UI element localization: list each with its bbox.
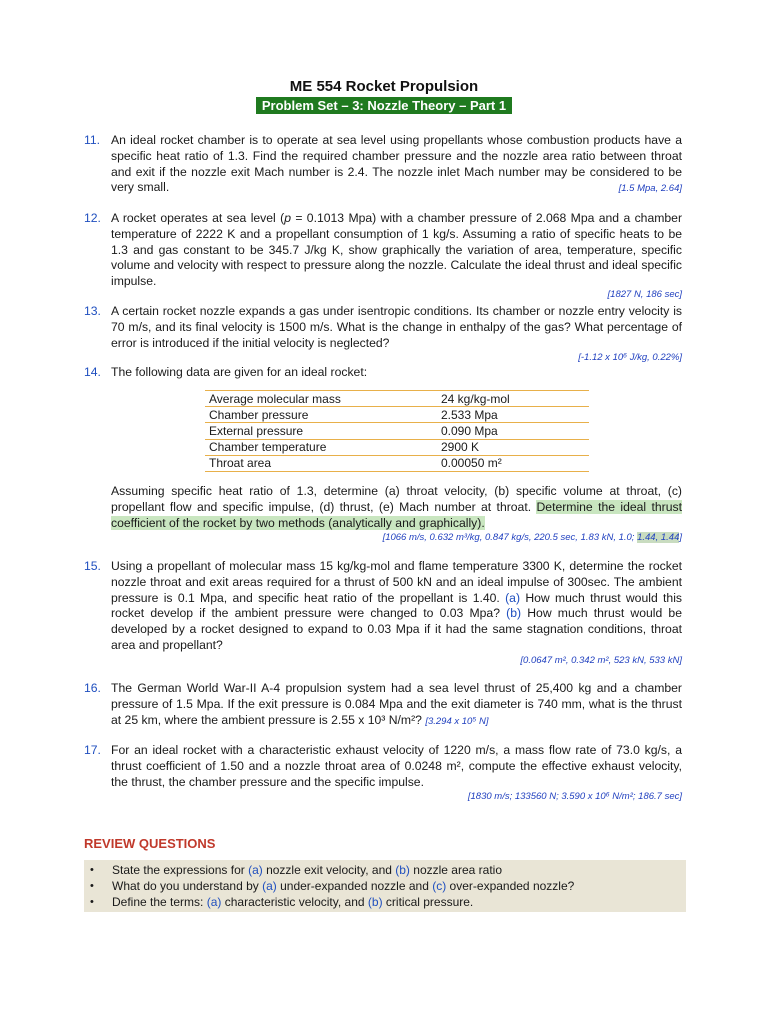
problem-number: 11. [84, 133, 101, 147]
page-title: ME 554 Rocket Propulsion [289, 78, 479, 95]
problem-14 [84, 365, 682, 381]
problem-11 [84, 133, 682, 195]
problem-number: 15. [84, 559, 101, 573]
problem-15 [84, 559, 682, 667]
list-item: • What do you understand by (a) under-expanded nozzle and (c) over-expanded nozzle? [90, 879, 575, 893]
problem-14-question [84, 484, 682, 544]
problem-13 [84, 304, 682, 364]
table-row: Chamber pressure 2.533 Mpa [205, 407, 589, 423]
problem-answer: [1.5 Mpa, 2.64] [618, 183, 682, 195]
problem-answer: [1066 m/s, 0.632 m³/kg, 0.847 kg/s, 220.5 sec, 1.83 kN, 1.0; 1.44, 1.44] [382, 532, 682, 544]
review-questions-box [84, 860, 686, 912]
problem-text: For an ideal rocket with a characteristic exhaust velocity of 1220 m/s, a mass flow rate of 73.0 kg/s, a thrust coefficient of 1.50 and a nozzle throat area of 0.0248 m², compute the effective exhaust velocity, the thrust, the chamber pressure and the specific impulse. [111, 743, 682, 789]
problem-17 [84, 743, 682, 803]
table-row: Chamber temperature 2900 K [205, 439, 589, 455]
problem-number: 12. [84, 211, 101, 225]
page-subtitle: Problem Set – 3: Nozzle Theory – Part 1 [256, 97, 512, 114]
table-row: External pressure 0.090 Mpa [205, 423, 589, 439]
list-item: • Define the terms: (a) characteristic velocity, and (b) critical pressure. [90, 895, 474, 909]
bullet-icon: • [90, 864, 94, 876]
table-row: Throat area 0.00050 m² [205, 455, 589, 471]
problem-16 [84, 681, 682, 729]
problem-text: Using a propellant of molecular mass 15 kg/kg-mol and flame temperature 3300 K, determine the rocket nozzle throat and exit areas required for a thrust of 500 kN and an ideal impulse of 300sec. The ambient pressure is 0.1 Mpa, and specific heat ratio of the propellant is 1.40. (a) How much thrust would this rocket develop if the ambient pressure were changed to 0.03 Mpa? (b) How much thrust would be developed by a rocket designed to expand to 0.03 Mpa if it had the same stagnation conditions, throat area and propellant? [111, 559, 682, 652]
problem-text: A certain rocket nozzle expands a gas under isentropic conditions. Its chamber or nozzle entry velocity is 70 m/s, and its final velocity is 1500 m/s. What is the change in enthalpy of the gas? What percentage of error is introduced if the initial velocity is neglected? [111, 304, 682, 350]
problem-12 [84, 211, 682, 301]
problem-number: 14. [84, 365, 101, 379]
problem-answer: [1827 N, 186 sec] [607, 288, 682, 300]
problem-answer: [0.0647 m², 0.342 m², 523 kN, 533 kN] [520, 654, 682, 666]
table-row: Average molecular mass 24 kg/kg-mol [205, 391, 589, 407]
problem-answer: [1830 m/s; 133560 N; 3.590 x 10⁶ N/m²; 186.7 sec] [467, 791, 682, 803]
problem-number: 13. [84, 304, 101, 318]
problem-text: Assuming specific heat ratio of 1.3, determine (a) throat velocity, (b) specific volume at throat, (c) propellant flow and specific impulse, (d) thrust, (e) Mach number at throat. Determine the ideal thrust coefficient of the rocket by two methods (analytically and graphically). [111, 484, 682, 530]
problem-answer: [3.294 x 10⁵ N] [425, 715, 489, 727]
problem-text: A rocket operates at sea level (p = 0.1013 Mpa) with a chamber pressure of 2.068 Mpa and a chamber temperature of 2222 K and a propellant consumption of 1 kg/s. Assuming a ratio of specific heats to be 1.3 and gas constant to be 345.7 J/kg K, show graphically the variation of area, temperature, specific volume and velocity with respect to pressure along the nozzle. Calculate the ideal thrust and ideal specific impulse. [111, 211, 683, 289]
problem-number: 17. [84, 743, 101, 757]
problem-text: The German World War-II A-4 propulsion system had a sea level thrust of 25,400 kg and a chamber pressure of 1.5 Mpa. If the exit pressure is 0.084 Mpa and the exit diameter is 740 mm, what is the thrust at 25 km, where the ambient pressure is 2.55 x 10³ N/m²? [3.294 x 10⁵ N] [111, 681, 682, 727]
review-questions-heading: REVIEW QUESTIONS [84, 836, 216, 851]
list-item: • State the expressions for (a) nozzle exit velocity, and (b) nozzle area ratio [90, 863, 502, 877]
rocket-data-table [205, 390, 589, 472]
problem-answer: [-1.12 x 10⁶ J/kg, 0.22%] [578, 352, 682, 364]
highlighted-text: Determine the ideal thrust coefficient of the rocket by two methods (analytically and graphically). [111, 499, 682, 530]
problem-number: 16. [84, 681, 101, 695]
problem-intro: The following data are given for an ideal rocket: [111, 365, 368, 379]
bullet-icon: • [90, 896, 94, 908]
bullet-icon: • [90, 880, 94, 892]
problem-text: An ideal rocket chamber is to operate at sea level using propellants whose combustion products have a specific heat ratio of 1.3. Find the required chamber pressure and the nozzle area ratio between throat and exit if the nozzle exit Mach number is 2.4. The nozzle inlet Mach number may be considered to be very small. [111, 133, 682, 195]
